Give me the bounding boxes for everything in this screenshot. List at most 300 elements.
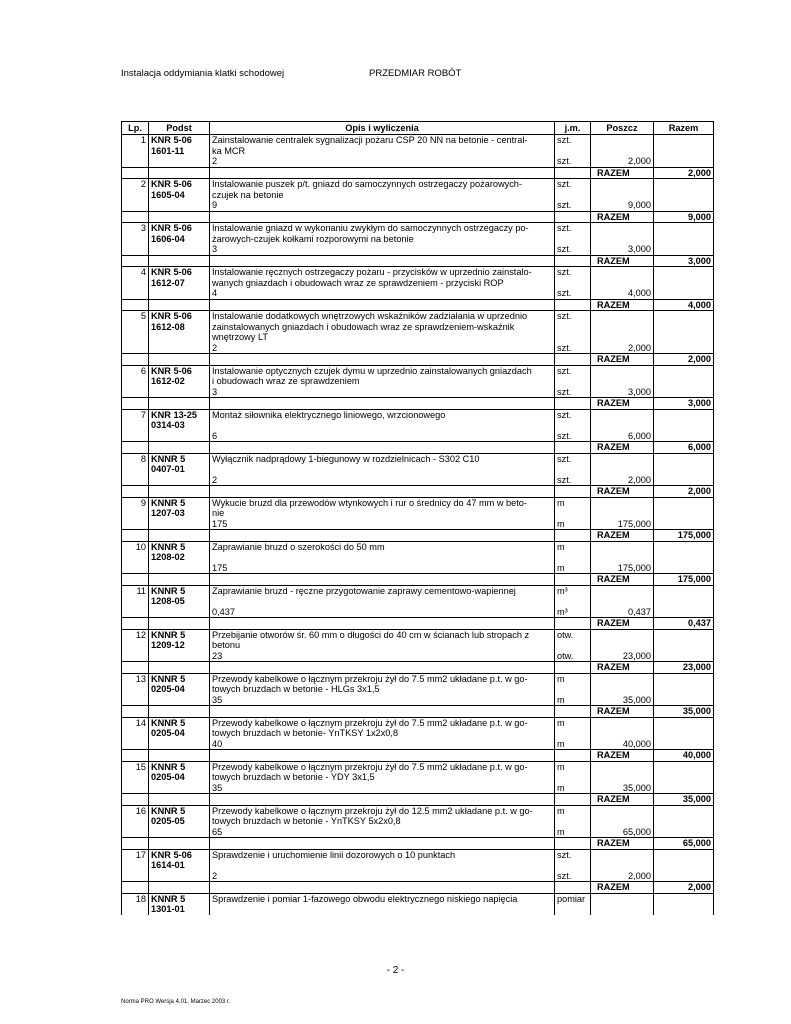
item-calc-unit: m	[555, 695, 591, 706]
item-calc: 2	[210, 156, 555, 167]
total-value: 40,000	[654, 750, 714, 762]
total-lp-empty	[122, 530, 149, 542]
item-description: Wyłącznik nadprądowy 1-biegunowy w rozdzielnicach - S302 C10	[210, 453, 555, 464]
item-lp-empty	[122, 563, 149, 574]
col-header-razem: Razem	[654, 122, 714, 135]
item-code: KNNR 5	[149, 673, 210, 684]
item-description: Zainstalowanie centralek sygnalizacji pożaru CSP 20 NN na betonie - central-	[210, 135, 555, 146]
item-poszcz: 35,000	[591, 783, 654, 794]
total-code-empty	[149, 211, 210, 223]
item-unit-empty	[555, 332, 591, 343]
item-razem-empty	[654, 684, 714, 695]
item-lp-empty	[122, 200, 149, 211]
item-lp-empty	[122, 431, 149, 442]
item-code-line2: 0205-05	[149, 816, 210, 827]
item-unit: szt.	[555, 223, 591, 234]
item-calc-unit: m	[555, 827, 591, 838]
item-calc-row	[122, 200, 714, 211]
item-razem-empty	[654, 322, 714, 333]
item-calc-row	[122, 695, 714, 706]
table-row	[122, 497, 714, 508]
item-lp: 16	[122, 805, 149, 816]
item-poszcz: 23,000	[591, 651, 654, 662]
item-lp: 7	[122, 409, 149, 420]
software-version: Norma PRO Wersja 4.01, Marzec 2003 r.	[121, 999, 231, 1005]
total-lp-empty	[122, 618, 149, 630]
item-description: Wykucie bruzd dla przewodów wtynkowych i rur o średnicy do 47 mm w beto-	[210, 497, 555, 508]
item-razem-empty	[654, 376, 714, 387]
item-code: KNR 5-06	[149, 223, 210, 234]
item-poszcz: 2,000	[591, 871, 654, 882]
item-lp-empty	[122, 860, 149, 871]
total-desc-empty	[210, 662, 555, 674]
item-razem-empty	[654, 508, 714, 519]
estimate-table	[121, 121, 714, 915]
item-description-line: nie	[210, 508, 555, 519]
total-desc-empty	[210, 618, 555, 630]
item-poszcz: 9,000	[591, 200, 654, 211]
item-unit: pomiar	[555, 893, 591, 904]
total-code-empty	[149, 574, 210, 586]
item-description-line: wnętrzowy LT	[210, 332, 555, 343]
total-lp-empty	[122, 398, 149, 410]
item-total-row	[122, 706, 714, 718]
item-lp-empty	[122, 607, 149, 618]
item-code-empty	[149, 651, 210, 662]
item-lp-empty	[122, 684, 149, 695]
total-unit-empty	[555, 299, 591, 311]
item-calc-unit: m	[555, 739, 591, 750]
item-code-empty	[149, 431, 210, 442]
item-lp-empty	[122, 816, 149, 827]
item-description-line	[210, 860, 555, 871]
item-code-line2: 1614-01	[149, 860, 210, 871]
item-razem-empty	[654, 179, 714, 190]
item-razem-empty	[654, 420, 714, 431]
total-value: 9,000	[654, 211, 714, 223]
item-code: KNR 5-06	[149, 365, 210, 376]
item-unit-empty	[555, 860, 591, 871]
item-description-line: żarowych-czujek kołkami rozporowymi na betonie	[210, 234, 555, 245]
item-unit-empty	[555, 728, 591, 739]
table-row	[122, 585, 714, 596]
header-document-title: PRZEDMIAR ROBÓT	[369, 68, 462, 79]
total-unit-empty	[555, 882, 591, 894]
total-lp-empty	[122, 662, 149, 674]
total-lp-empty	[122, 211, 149, 223]
total-value: 175,000	[654, 530, 714, 542]
total-code-empty	[149, 255, 210, 267]
item-razem-empty	[654, 311, 714, 322]
total-lp-empty	[122, 442, 149, 454]
table-row-continuation	[122, 146, 714, 157]
item-calc-row	[122, 827, 714, 838]
item-total-row	[122, 574, 714, 586]
item-code: KNR 13-25	[149, 409, 210, 420]
item-calc: 0,437	[210, 607, 555, 618]
item-lp: 11	[122, 585, 149, 596]
item-poszcz: 3,000	[591, 387, 654, 398]
item-razem-empty	[654, 541, 714, 552]
item-razem-empty	[654, 893, 714, 904]
total-lp-empty	[122, 299, 149, 311]
table-row-continuation	[122, 728, 714, 739]
item-calc-row	[122, 244, 714, 255]
item-razem-empty	[654, 497, 714, 508]
item-code-line2: 0205-04	[149, 772, 210, 783]
item-poszcz-empty	[591, 146, 654, 157]
total-value: 2,000	[654, 354, 714, 366]
item-lp-empty	[122, 288, 149, 299]
item-razem-empty	[654, 431, 714, 442]
item-poszcz-empty	[591, 904, 654, 915]
total-code-empty	[149, 398, 210, 410]
total-code-empty	[149, 167, 210, 179]
item-description-line: wanych gniazdach i obudowach wraz ze sprawdzeniem - przyciski ROP	[210, 278, 555, 289]
total-desc-empty	[210, 255, 555, 267]
item-description-line	[210, 596, 555, 607]
item-unit-empty	[555, 146, 591, 157]
total-label: RAZEM	[591, 354, 654, 366]
col-header-jm: j.m.	[555, 122, 591, 135]
item-description-line: towych bruzdach w betonie - YnTKSY 5x2x0,8	[210, 816, 555, 827]
total-code-empty	[149, 882, 210, 894]
item-unit: szt.	[555, 849, 591, 860]
item-unit: szt.	[555, 311, 591, 322]
item-poszcz-empty	[591, 267, 654, 278]
item-code-empty	[149, 288, 210, 299]
item-lp-empty	[122, 508, 149, 519]
table-row-continuation	[122, 596, 714, 607]
item-razem-empty	[654, 267, 714, 278]
total-value: 2,000	[654, 167, 714, 179]
total-code-empty	[149, 750, 210, 762]
total-value: 6,000	[654, 442, 714, 454]
item-lp: 12	[122, 629, 149, 640]
item-razem-empty	[654, 585, 714, 596]
table-row-continuation	[122, 772, 714, 783]
item-razem-empty	[654, 717, 714, 728]
item-description-line	[210, 464, 555, 475]
item-razem-empty	[654, 860, 714, 871]
item-unit-empty	[555, 278, 591, 289]
item-poszcz: 0,437	[591, 607, 654, 618]
item-unit: m	[555, 497, 591, 508]
item-poszcz-empty	[591, 816, 654, 827]
total-value: 2,000	[654, 486, 714, 498]
item-unit-empty	[555, 322, 591, 333]
table-row-continuation	[122, 816, 714, 827]
table-row-continuation	[122, 552, 714, 563]
item-calc-row	[122, 475, 714, 486]
item-lp: 6	[122, 365, 149, 376]
item-poszcz-empty	[591, 179, 654, 190]
table-row-continuation	[122, 640, 714, 651]
item-poszcz: 40,000	[591, 739, 654, 750]
table-row	[122, 717, 714, 728]
total-label: RAZEM	[591, 398, 654, 410]
item-description: Przewody kabelkowe o łącznym przekroju żył do 7.5 mm2 układane p.t. w go-	[210, 717, 555, 728]
total-lp-empty	[122, 794, 149, 806]
item-poszcz-empty	[591, 223, 654, 234]
item-unit: szt.	[555, 365, 591, 376]
item-poszcz: 175,000	[591, 563, 654, 574]
item-unit: szt.	[555, 267, 591, 278]
item-lp-empty	[122, 244, 149, 255]
total-unit-empty	[555, 574, 591, 586]
item-total-row	[122, 211, 714, 223]
item-calc-row	[122, 343, 714, 354]
total-value: 35,000	[654, 794, 714, 806]
item-poszcz-empty	[591, 278, 654, 289]
table-row	[122, 223, 714, 234]
item-calc-unit: m	[555, 519, 591, 530]
total-label: RAZEM	[591, 662, 654, 674]
item-razem-empty	[654, 200, 714, 211]
total-code-empty	[149, 706, 210, 718]
item-total-row	[122, 882, 714, 894]
item-code: KNR 5-06	[149, 135, 210, 146]
total-label: RAZEM	[591, 882, 654, 894]
item-unit: m	[555, 805, 591, 816]
item-lp-empty	[122, 904, 149, 915]
item-calc-row	[122, 387, 714, 398]
item-razem-empty	[654, 629, 714, 640]
item-lp-empty	[122, 146, 149, 157]
item-code-empty	[149, 695, 210, 706]
total-code-empty	[149, 486, 210, 498]
item-razem-empty	[654, 146, 714, 157]
item-poszcz-empty	[591, 860, 654, 871]
item-lp: 17	[122, 849, 149, 860]
total-label: RAZEM	[591, 167, 654, 179]
item-calc-row	[122, 156, 714, 167]
col-header-opis: Opis i wyliczenia	[210, 122, 555, 135]
table-row	[122, 893, 714, 904]
item-code-empty	[149, 387, 210, 398]
item-poszcz-empty	[591, 332, 654, 343]
item-razem-empty	[654, 332, 714, 343]
item-razem-empty	[654, 278, 714, 289]
item-total-row	[122, 618, 714, 630]
total-desc-empty	[210, 442, 555, 454]
item-poszcz-empty	[591, 684, 654, 695]
item-poszcz-empty	[591, 596, 654, 607]
total-value: 4,000	[654, 299, 714, 311]
table-row-continuation	[122, 234, 714, 245]
item-total-row	[122, 167, 714, 179]
table-row	[122, 541, 714, 552]
item-poszcz-empty	[591, 420, 654, 431]
item-code-empty	[149, 563, 210, 574]
item-calc-row	[122, 607, 714, 618]
table-row	[122, 409, 714, 420]
col-header-podst: Podst	[149, 122, 210, 135]
item-calc-unit: szt.	[555, 431, 591, 442]
total-value: 23,000	[654, 662, 714, 674]
item-poszcz-empty	[591, 772, 654, 783]
total-label: RAZEM	[591, 255, 654, 267]
item-razem-empty	[654, 244, 714, 255]
item-lp: 18	[122, 893, 149, 904]
item-poszcz-empty	[591, 311, 654, 322]
item-lp-empty	[122, 376, 149, 387]
item-unit: szt.	[555, 409, 591, 420]
item-poszcz-empty	[591, 135, 654, 146]
total-unit-empty	[555, 398, 591, 410]
item-total-row	[122, 750, 714, 762]
item-calc: 9	[210, 200, 555, 211]
item-code-empty	[149, 827, 210, 838]
item-code-line2: 0205-04	[149, 728, 210, 739]
total-desc-empty	[210, 706, 555, 718]
item-poszcz: 35,000	[591, 695, 654, 706]
total-lp-empty	[122, 574, 149, 586]
item-code-line2: 0407-01	[149, 464, 210, 475]
item-lp-empty	[122, 420, 149, 431]
item-lp: 14	[122, 717, 149, 728]
item-code-line2: 1209-12	[149, 640, 210, 651]
item-description-line	[210, 420, 555, 431]
item-razem-empty	[654, 135, 714, 146]
item-calc: 35	[210, 783, 555, 794]
item-razem-empty	[654, 190, 714, 201]
total-code-empty	[149, 618, 210, 630]
item-lp: 8	[122, 453, 149, 464]
table-body	[122, 135, 714, 915]
item-code: KNNR 5	[149, 761, 210, 772]
item-razem-empty	[654, 904, 714, 915]
item-calc: 2	[210, 475, 555, 486]
item-razem-empty	[654, 234, 714, 245]
table-row	[122, 453, 714, 464]
total-desc-empty	[210, 398, 555, 410]
table-row	[122, 365, 714, 376]
item-calc-unit: otw.	[555, 651, 591, 662]
item-lp-empty	[122, 519, 149, 530]
item-unit: m	[555, 761, 591, 772]
item-unit: m³	[555, 585, 591, 596]
item-razem-empty	[654, 728, 714, 739]
header-project-title: Instalacja oddymiania klatki schodowej	[121, 68, 285, 79]
item-description: Przewody kabelkowe o łącznym przekroju żył do 7.5 mm2 układane p.t. w go-	[210, 673, 555, 684]
item-lp-empty	[122, 552, 149, 563]
table-row	[122, 805, 714, 816]
item-poszcz-empty	[591, 717, 654, 728]
item-lp-empty	[122, 278, 149, 289]
item-description: Przewody kabelkowe o łącznym przekroju żył do 7.5 mm2 układane p.t. w go-	[210, 761, 555, 772]
item-unit: szt.	[555, 135, 591, 146]
table-row-continuation	[122, 420, 714, 431]
total-code-empty	[149, 299, 210, 311]
table-row-continuation	[122, 376, 714, 387]
item-description: Przewody kabelkowe o łącznym przekroju żył do 12.5 mm2 układane p.t. w go-	[210, 805, 555, 816]
item-total-row	[122, 486, 714, 498]
item-code: KNNR 5	[149, 717, 210, 728]
total-unit-empty	[555, 211, 591, 223]
total-value: 3,000	[654, 255, 714, 267]
item-lp: 9	[122, 497, 149, 508]
item-code: KNR 5-06	[149, 849, 210, 860]
item-total-row	[122, 255, 714, 267]
item-calc-unit: szt.	[555, 387, 591, 398]
item-razem-empty	[654, 695, 714, 706]
table-row-continuation	[122, 190, 714, 201]
item-lp-empty	[122, 387, 149, 398]
total-desc-empty	[210, 574, 555, 586]
item-poszcz-empty	[591, 464, 654, 475]
total-code-empty	[149, 662, 210, 674]
item-code-line2: 1301-01	[149, 904, 210, 915]
item-total-row	[122, 442, 714, 454]
item-lp-empty	[122, 322, 149, 333]
item-description: Przebijanie otworów śr. 60 mm o długości do 40 cm w ścianach lub stropach z	[210, 629, 555, 640]
table-row	[122, 673, 714, 684]
item-poszcz-empty	[591, 629, 654, 640]
total-unit-empty	[555, 750, 591, 762]
item-unit: otw.	[555, 629, 591, 640]
item-description-line: towych bruzdach w betonie - HLGs 3x1,5	[210, 684, 555, 695]
table-row	[122, 135, 714, 146]
item-poszcz: 2,000	[591, 343, 654, 354]
item-lp-empty	[122, 695, 149, 706]
item-unit-empty	[555, 376, 591, 387]
item-calc: 2	[210, 871, 555, 882]
total-code-empty	[149, 442, 210, 454]
item-description-empty	[210, 904, 555, 915]
total-desc-empty	[210, 354, 555, 366]
total-lp-empty	[122, 167, 149, 179]
table-header-row	[122, 122, 714, 135]
item-calc: 2	[210, 343, 555, 354]
item-code-line2: 1208-02	[149, 552, 210, 563]
item-description-line: towych bruzdach w betonie - YDY 3x1,5	[210, 772, 555, 783]
item-code-empty	[149, 475, 210, 486]
item-razem-empty	[654, 816, 714, 827]
item-code-line2: 1601-11	[149, 146, 210, 157]
total-lp-empty	[122, 882, 149, 894]
item-description: Instalowanie gniazd w wykonaniu zwykłym do samoczynnych ostrzegaczy po-	[210, 223, 555, 234]
item-description-line: towych bruzdach w betonie- YnTKSY 1x2x0,8	[210, 728, 555, 739]
item-unit: szt.	[555, 453, 591, 464]
item-lp-empty	[122, 343, 149, 354]
item-calc: 3	[210, 387, 555, 398]
item-calc-unit: szt.	[555, 244, 591, 255]
total-unit-empty	[555, 706, 591, 718]
item-code-empty	[149, 607, 210, 618]
total-unit-empty	[555, 442, 591, 454]
item-lp-empty	[122, 234, 149, 245]
item-razem-empty	[654, 453, 714, 464]
item-code-line2: 1208-05	[149, 596, 210, 607]
item-code: KNR 5-06	[149, 267, 210, 278]
item-poszcz: 65,000	[591, 827, 654, 838]
table-row-continuation	[122, 860, 714, 871]
item-description-line: i obudowach wraz ze sprawdzeniem	[210, 376, 555, 387]
item-code: KNNR 5	[149, 585, 210, 596]
item-razem-empty	[654, 519, 714, 530]
item-code-line2: 1207-03	[149, 508, 210, 519]
item-calc-unit: szt.	[555, 871, 591, 882]
item-code: KNR 5-06	[149, 311, 210, 322]
item-poszcz-empty	[591, 190, 654, 201]
total-code-empty	[149, 794, 210, 806]
total-lp-empty	[122, 486, 149, 498]
item-razem-empty	[654, 673, 714, 684]
item-poszcz-empty	[591, 322, 654, 333]
item-description: Zaprawianie bruzd - ręczne przygotowanie zaprawy cementowo-wapiennej	[210, 585, 555, 596]
item-unit-empty	[555, 684, 591, 695]
